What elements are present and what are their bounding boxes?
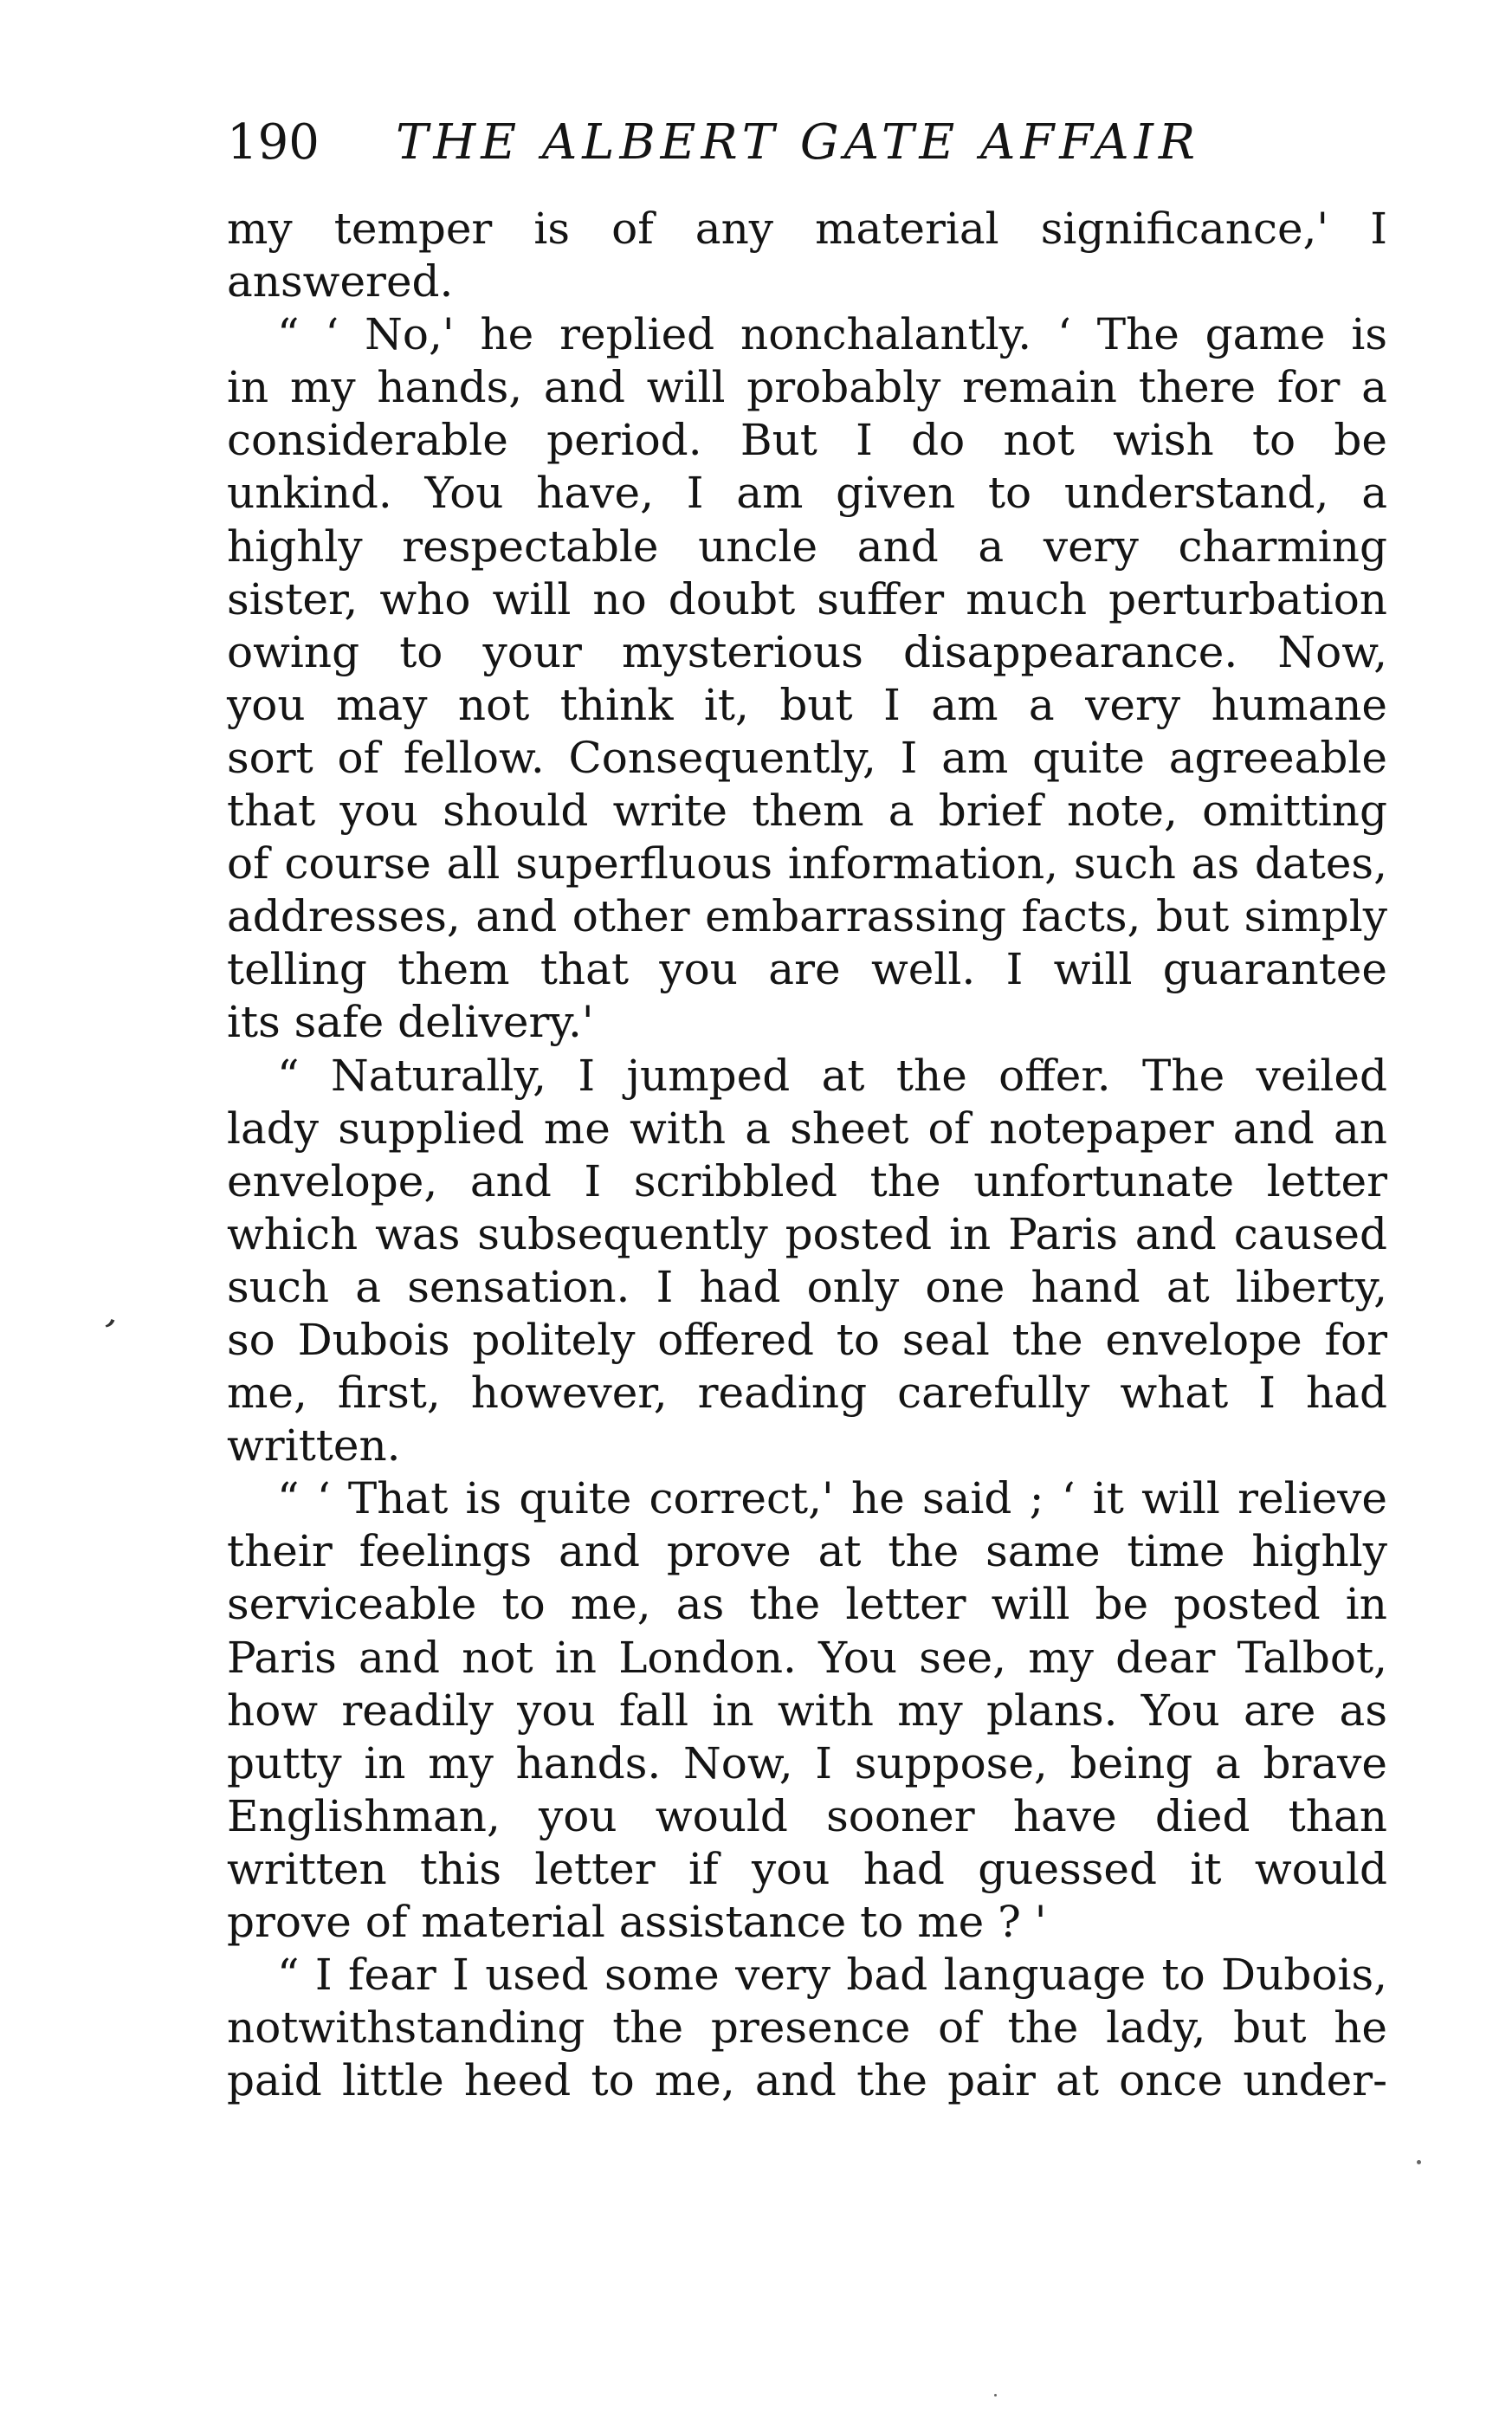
body-text (227, 203, 1387, 2107)
running-head (227, 104, 1405, 182)
text-line: paid little heed to me, and the pair at once under- (227, 2055, 1387, 2106)
text-line: sort of fellow. Consequently, I am quite agreeable (227, 732, 1387, 783)
text-line: lady supplied me with a sheet of notepaper and an (227, 1103, 1387, 1154)
text-line: so Dubois politely offered to seal the envelope for (227, 1314, 1387, 1365)
text-line: which was subsequently posted in Paris and caused (227, 1208, 1387, 1259)
text-line: envelope, and I scribbled the unfortunate letter (227, 1155, 1387, 1206)
text-line: putty in my hands. Now, I suppose, being a brave (227, 1737, 1387, 1788)
text-line: serviceable to me, as the letter will be posted in (227, 1579, 1387, 1630)
text-line: owing to your mysterious disappearance. Now, (227, 626, 1387, 677)
text-line: that you should write them a brief note, omitting (227, 786, 1387, 837)
text-line: sister, who will no doubt suffer much perturbation (227, 573, 1387, 624)
text-line: unkind. You have, I am given to understand, a (227, 468, 1387, 519)
text-line: in my hands, and will probably remain there for a (227, 362, 1387, 413)
text-line: highly respectable uncle and a very charming (227, 521, 1387, 572)
text-line: notwithstanding the presence of the lady, but he (227, 2002, 1387, 2054)
text-line: considerable period. But I do not wish to be (227, 415, 1387, 466)
text-line: “ Naturally, I jumped at the offer. The veiled (277, 1050, 1387, 1101)
paper-speck (994, 2394, 997, 2396)
text-line: addresses, and other embarrassing facts, but simply (227, 891, 1387, 942)
text-line: “ ‘ That is quite correct,' he said ; ‘ it will relieve (277, 1473, 1387, 1524)
page-number: 190 (227, 114, 320, 171)
text-line: “ I fear I used some very bad language to Dubois, (277, 1950, 1387, 2001)
text-line: of course all superfluous information, such as dates, (227, 838, 1387, 889)
text-line: answered. (227, 256, 454, 307)
text-line: my temper is of any material significance,' I (227, 204, 1387, 254)
text-line: telling them that you are well. I will guarantee (227, 944, 1387, 995)
text-line: their feelings and prove at the same time highly (227, 1526, 1387, 1577)
text-line: such a sensation. I had only one hand at liberty, (227, 1261, 1387, 1312)
book-title: THE ALBERT GATE AFFAIR (396, 114, 1201, 171)
text-line: prove of material assistance to me ? ' (227, 1897, 1047, 1947)
text-line: written. (227, 1420, 401, 1471)
text-line: its safe delivery.' (227, 997, 594, 1048)
paper-speck (1417, 2160, 1421, 2164)
text-line: how readily you fall in with my plans. You are as (227, 1685, 1387, 1736)
text-line: Englishman, you would sooner have died than (227, 1790, 1387, 1841)
text-line: written this letter if you had guessed it would (227, 1843, 1387, 1894)
stray-ink-mark: , (101, 1289, 129, 1335)
text-line: me, first, however, reading carefully what I had (227, 1368, 1387, 1419)
text-line: you may not think it, but I am a very humane (227, 679, 1387, 730)
text-line: Paris and not in London. You see, my dear Talbot, (227, 1632, 1387, 1683)
text-line: “ ‘ No,' he replied nonchalantly. ‘ The game is (277, 309, 1387, 360)
